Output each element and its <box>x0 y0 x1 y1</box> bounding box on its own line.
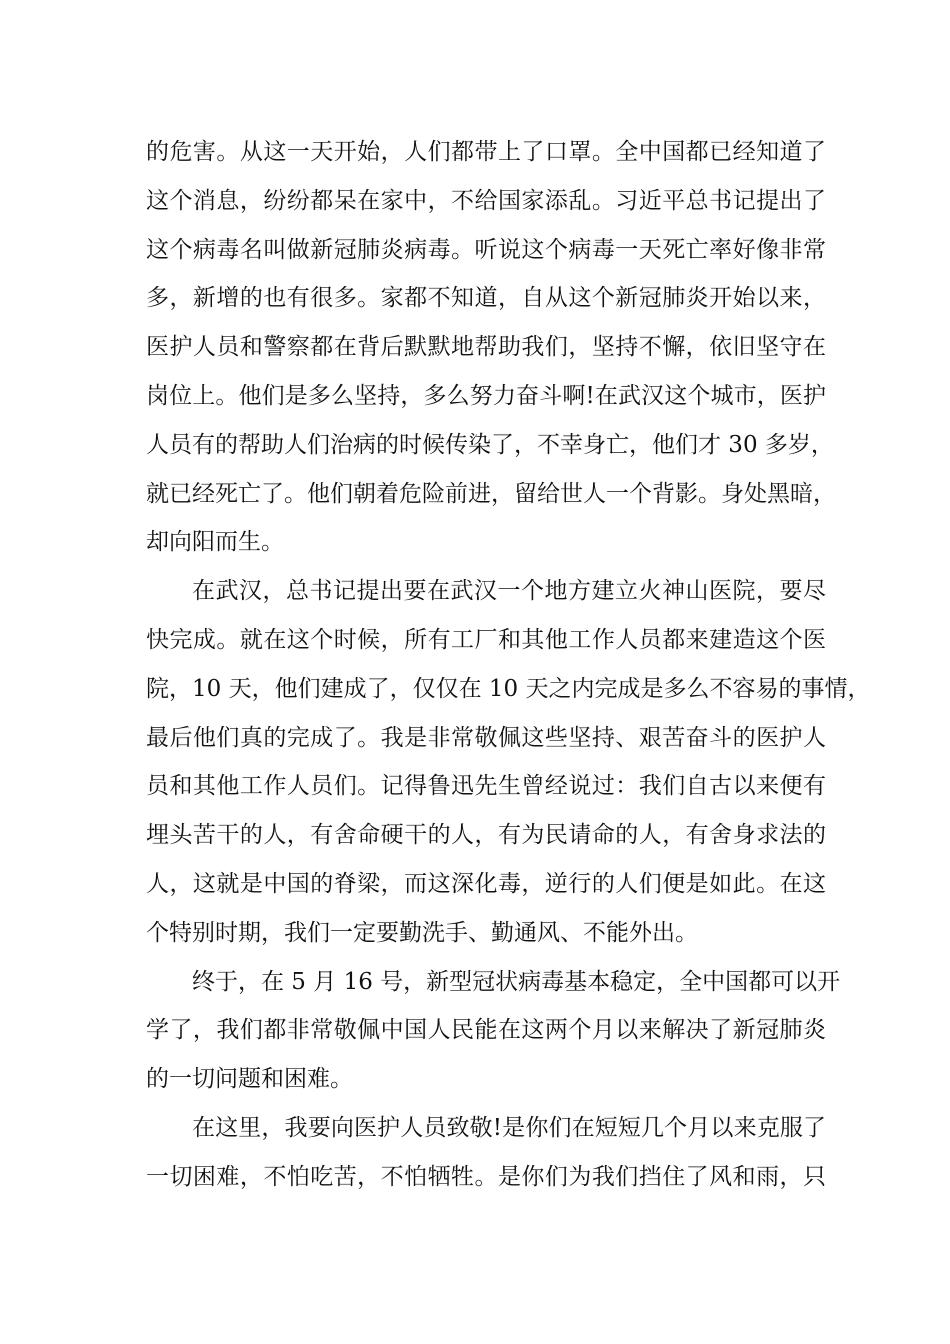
text-line: 埋头苦干的人，有舍命硬干的人，有为民请命的人，有舍身求法的 <box>146 822 826 849</box>
text-line: 一切困难，不怕吃苦，不怕牺牲。是你们为我们挡住了风和雨，只 <box>146 1163 826 1190</box>
text-line: 学了，我们都非常敬佩中国人民能在这两个月以来解决了新冠肺炎 <box>146 1017 826 1044</box>
text-line: 人，这就是中国的脊梁，而这深化毒，逆行的人们便是如此。在这 <box>146 870 826 897</box>
paragraph-first-line: 终于，在 5 月 16 号，新型冠状病毒基本稳定，全中国都可以开 <box>192 968 841 995</box>
text-line: 人员有的帮助人们治病的时候传染了，不幸身亡，他们才 30 多岁， <box>146 431 834 458</box>
text-line: 的一切问题和困难。 <box>146 1066 353 1093</box>
text-line: 最后他们真的完成了。我是非常敬佩这些坚持、艰苦奋斗的医护人 <box>146 724 826 751</box>
text-line: 快完成。就在这个时候，所有工厂和其他工作人员都来建造这个医 <box>146 626 826 653</box>
text-line: 的危害。从这一天开始，人们都带上了口罩。全中国都已经知道了 <box>146 139 826 165</box>
text-line: 就已经死亡了。他们朝着危险前进，留给世人一个背影。身处黑暗， <box>146 480 836 507</box>
text-line: 员和其他工作人员们。记得鲁迅先生曾经说过：我们自古以来便有 <box>146 773 826 800</box>
text-line: 医护人员和警察都在背后默默地帮助我们，坚持不懈，依旧坚守在 <box>146 334 826 361</box>
text-line: 个特别时期，我们一定要勤洗手、勤通风、不能外出。 <box>146 919 698 946</box>
text-line: 这个病毒名叫做新冠肺炎病毒。听说这个病毒一天死亡率好像非常 <box>146 236 826 263</box>
text-line: 这个消息，纷纷都呆在家中，不给国家添乱。习近平总书记提出了 <box>146 187 826 214</box>
paragraph-first-line: 在武汉，总书记提出要在武汉一个地方建立火神山医院，要尽 <box>192 578 826 605</box>
text-line: 院，10 天，他们建成了，仅仅在 10 天之内完成是多么不容易的事情， <box>146 675 871 702</box>
body-text <box>146 128 871 1202</box>
text-line: 却向阳而生。 <box>146 529 284 556</box>
text-line: 岗位上。他们是多么坚持，多么努力奋斗啊!在武汉这个城市，医护 <box>146 382 826 409</box>
text-line: 多，新增的也有很多。家都不知道，自从这个新冠肺炎开始以来， <box>146 285 826 312</box>
paragraph-first-line: 在这里，我要向医护人员致敬!是你们在短短几个月以来克服了 <box>192 1114 826 1141</box>
